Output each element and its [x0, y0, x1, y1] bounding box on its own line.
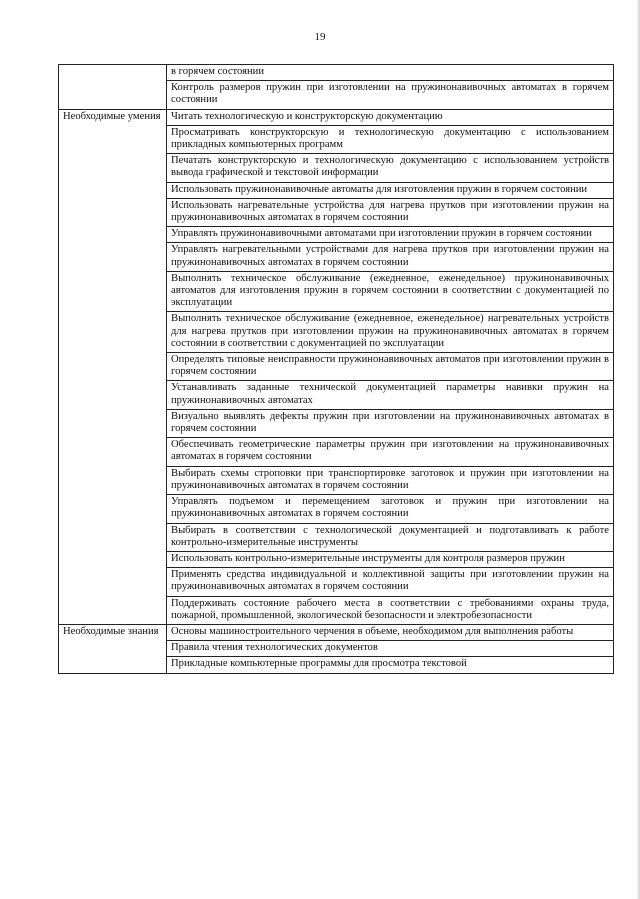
list-item: Читать технологическую и конструкторскую документацию	[167, 109, 614, 125]
list-item: Прикладные компьютерные программы для просмотра текстовой	[167, 657, 614, 673]
list-item: Контроль размеров пружин при изготовлении на пружинонавивочных автоматах в горячем состоянии	[167, 81, 614, 109]
table-row	[59, 109, 614, 125]
list-item: Управлять нагревательными устройствами для нагрева прутков при изготовлении пружин на пружинонавивочных автоматах в горячем состоянии	[167, 243, 614, 271]
list-item: Обеспечивать геометрические параметры пружин при изготовлении на пружинонавивочных автоматах в горячем состоянии	[167, 438, 614, 466]
table-row	[59, 624, 614, 640]
section-label-continuation	[59, 65, 167, 110]
page-number: 19	[314, 31, 326, 43]
list-item: Управлять подъемом и перемещением заготовок и пружин при изготовлении на пружинонавивочных автоматах в горячем состоянии	[167, 495, 614, 523]
list-item: Определять типовые неисправности пружинонавивочных автоматов при изготовлении пружин в горячем состоянии	[167, 353, 614, 381]
table-row	[59, 65, 614, 81]
list-item: Выбирать схемы строповки при транспортировке заготовок и пружин при изготовлении на пружинонавивочных автоматах в горячем состоянии	[167, 466, 614, 494]
list-item: Правила чтения технологических документов	[167, 641, 614, 657]
section-label-text: Необходимые знания	[63, 625, 159, 637]
section-label-knowledge	[59, 624, 167, 673]
list-item: Применять средства индивидуальной и коллективной защиты при изготовлении пружин на пружинонавивочных автоматах в горячем состоянии	[167, 568, 614, 596]
list-item: Выполнять техническое обслуживание (ежедневное, еженедельное) пружинонавивочных автоматов для изготовления пружин в горячем состоянии в соответствии с документацией по эксплуатации	[167, 271, 614, 312]
list-item: Использовать пружинонавивочные автоматы для изготовления пружин в горячем состоянии	[167, 182, 614, 198]
list-item: Просматривать конструкторскую и технологическую документацию с использованием прикладных компьютерных программ	[167, 125, 614, 153]
list-item: Выбирать в соответствии с технологической документацией и подготавливать к работе контрольно-измерительные инструменты	[167, 523, 614, 551]
list-item: Основы машиностроительного черчения в объеме, необходимом для выполнения работы	[167, 624, 614, 640]
list-item: Устанавливать заданные технической документацией параметры навивки пружин на пружинонавивочных автоматах	[167, 381, 614, 409]
section-label-skills	[59, 109, 167, 624]
list-item: Использовать контрольно-измерительные инструменты для контроля размеров пружин	[167, 551, 614, 567]
requirements-table	[58, 64, 614, 674]
list-item: Печатать конструкторскую и технологическую документацию с использованием устройств вывода графической и текстовой информации	[167, 154, 614, 182]
list-item: в горячем состоянии	[167, 65, 614, 81]
list-item: Выполнять техническое обслуживание (ежедневное, еженедельное) нагревательных устройств для нагрева прутков при изготовлении пружин на пружинонавивочных автоматах в горячем состоянии в соответствии с документацией по эксплуатации	[167, 312, 614, 353]
list-item: Использовать нагревательные устройства для нагрева прутков при изготовлении пружин на пружинонавивочных автоматах в горячем состоянии	[167, 198, 614, 226]
list-item: Визуально выявлять дефекты пружин при изготовлении на пружинонавивочных автоматах в горячем состоянии	[167, 409, 614, 437]
list-item: Управлять пружинонавивочными автоматами при изготовлении пружин в горячем состоянии	[167, 227, 614, 243]
list-item: Поддерживать состояние рабочего места в соответствии с требованиями охраны труда, пожарной, промышленной, экологической безопасности и электробезопасности	[167, 596, 614, 624]
section-label-text: Необходимые умения	[63, 110, 161, 122]
